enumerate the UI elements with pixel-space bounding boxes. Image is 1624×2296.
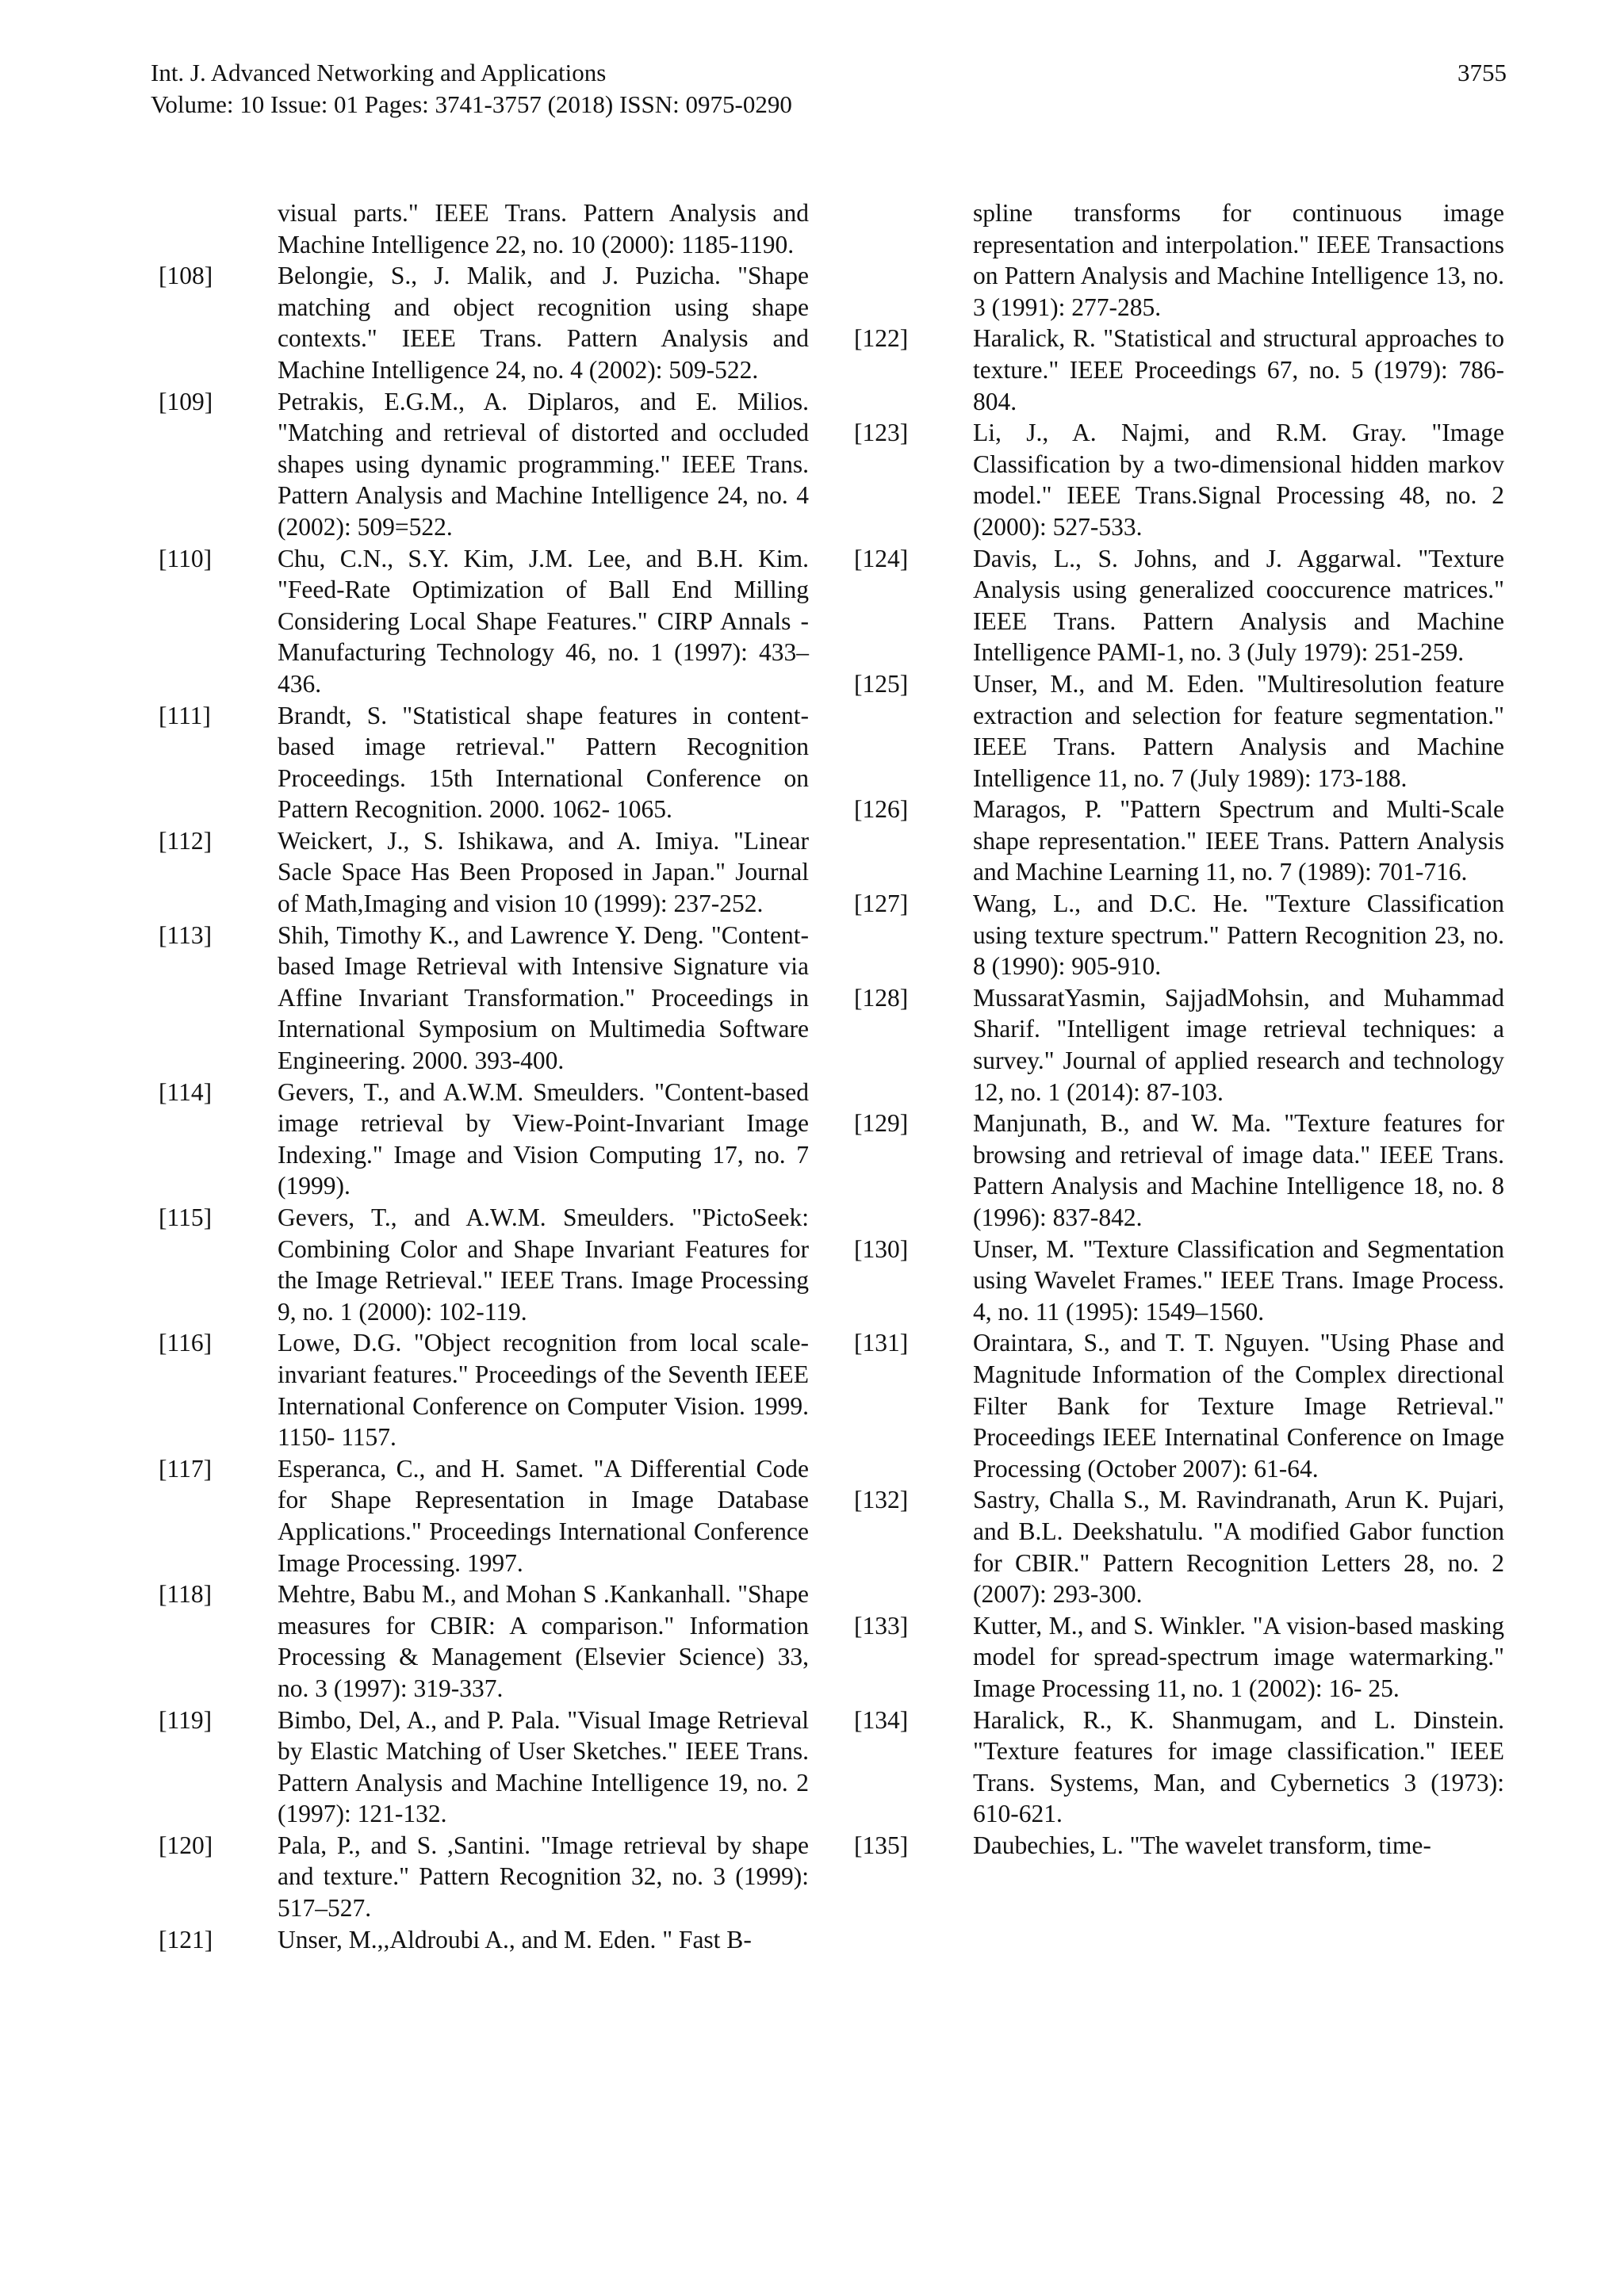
reference-entry [854,888,1504,982]
reference-text: Esperanca, C., and H. Samet. "A Differential Code for Shape Representation in Image Database Applications." Proceedings International Conference Image Processing. 1997. [278,1454,809,1577]
reference-text: Chu, C.N., S.Y. Kim, J.M. Lee, and B.H. Kim. "Feed-Rate Optimization of Ball End Milling Considering Local Shape Features." CIRP Annals - Manufacturing Technology 46, no. 1 (1997): 433–436. [278,544,809,698]
reference-entry [854,543,1504,668]
reference-entry [159,920,809,1077]
reference-entry [159,1578,809,1704]
reference-number [854,197,973,323]
reference-number: [117] [159,1454,213,1483]
reference-entry [854,668,1504,794]
reference-number: [110] [159,544,213,572]
reference-entry [159,386,809,543]
reference-entry [159,543,809,700]
reference-text: Wang, L., and D.C. He. "Texture Classification using texture spectrum." Pattern Recognition 23, no. 8 (1990): 905-910. [973,890,1504,981]
reference-number: [132] [854,1486,909,1514]
reference-number [159,197,278,260]
reference-text: Maragos, P. "Pattern Spectrum and Multi-Scale shape representation." IEEE Trans. Pattern Analysis and Machine Learning 11, no. 7 (1989): 701-716. [973,795,1504,886]
reference-number: [116] [159,1329,213,1357]
reference-entry [854,1108,1504,1233]
reference-text: Oraintara, S., and T. T. Nguyen. "Using Phase and Magnitude Information of the Complex directional Filter Bank for Texture Image Retrieval." Proceedings IEEE Internatinal Conference on Image Processing (October 2007): 61-64. [973,1329,1504,1483]
reference-text: Haralick, R. "Statistical and structural approaches to texture." IEEE Proceedings 67, no. 5 (1979): 786-804. [973,324,1504,415]
reference-text: Weickert, J., S. Ishikawa, and A. Imiya. "Linear Sacle Space Has Been Proposed in Japan." Journal of Math,Imaging and vision 10 (1999): 237-252. [278,826,809,918]
reference-entry [159,1077,809,1202]
reference-number: [123] [854,419,909,447]
reference-entry [854,794,1504,888]
reference-number: [126] [854,795,909,824]
reference-number: [122] [854,324,909,353]
reference-entry [854,323,1504,417]
reference-number: [134] [854,1705,909,1734]
reference-text: Pala, P., and S. ,Santini. "Image retrieval by shape and texture." Pattern Recognition 32, no. 3 (1999): 517–527. [278,1831,809,1923]
reference-number: [112] [159,826,213,855]
reference-entry [854,1234,1504,1328]
reference-text: Mehtre, Babu M., and Mohan S .Kankanhall. "Shape measures for CBIR: A comparison." Information Processing & Management (Elsevier Science) 33, no. 3 (1997): 319-337. [278,1580,809,1702]
reference-number: [125] [854,669,909,698]
reference-text: Unser, M., and M. Eden. "Multiresolution feature extraction and selection for feature segmentation." IEEE Trans. Pattern Analysis and Machine Intelligence 11, no. 7 (July 1989): 173-188. [973,669,1504,792]
reference-text: Unser, M. "Texture Classification and Segmentation using Wavelet Frames." IEEE Trans. Image Process. 4, no. 11 (1995): 1549–1560. [973,1234,1504,1326]
reference-entry [159,260,809,385]
reference-number: [120] [159,1831,213,1859]
reference-text: Daubechies, L. "The wavelet transform, time- [973,1831,1431,1859]
reference-text: Lowe, D.G. "Object recognition from local scale-invariant features." Proceedings of the Seventh IEEE International Conference on Computer Vision. 1999. 1150- 1157. [278,1329,809,1452]
reference-number: [124] [854,544,909,572]
reference-entry [159,1202,809,1327]
reference-number: [114] [159,1077,213,1106]
reference-text: Petrakis, E.G.M., A. Diplaros, and E. Milios. "Matching and retrieval of distorted and occluded shapes using dynamic programming." IEEE Trans. Pattern Analysis and Machine Intelligence 24, no. 4 (2002): 509=522. [278,387,809,541]
reference-entry [159,1327,809,1452]
reference-entry [854,1610,1504,1705]
reference-text: Kutter, M., and S. Winkler. "A vision-based masking model for spread-spectrum image watermarking." Image Processing 11, no. 1 (2002): 16- 25. [973,1611,1504,1702]
reference-number: [129] [854,1109,909,1138]
reference-text: Shih, Timothy K., and Lawrence Y. Deng. "Content-based Image Retrieval with Intensive Signature via Affine Invariant Transformation." Proceedings in International Symposium on Multimedia Software Engineering. 2000. 393-400. [278,920,809,1075]
reference-entry [854,1830,1504,1862]
reference-number: [115] [159,1203,213,1231]
reference-text: Gevers, T., and A.W.M. Smeulders. "Content-based image retrieval by View-Point-Invariant Image Indexing." Image and Vision Computing 17, no. 7 (1999). [278,1077,809,1200]
reference-number: [128] [854,983,909,1012]
reference-entry [854,1484,1504,1609]
reference-entry [854,417,1504,542]
reference-text: Gevers, T., and A.W.M. Smeulders. "PictoSeek: Combining Color and Shape Invariant Features for the Image Retrieval." IEEE Trans. Image Processing 9, no. 1 (2000): 102-119. [278,1203,809,1326]
reference-text: Haralick, R., K. Shanmugam, and L. Dinstein. "Texture features for image classification." IEEE Trans. Systems, Man, and Cybernetics 3 (1973): 610-621. [973,1705,1504,1828]
reference-text: Brandt, S. "Statistical shape features in content-based image retrieval." Pattern Recognition Proceedings. 15th International Conference on Pattern Recognition. 2000. 1062- 1065. [278,701,809,824]
reference-text: MussaratYasmin, SajjadMohsin, and Muhammad Sharif. "Intelligent image retrieval techniques: a survey." Journal of applied research and technology 12, no. 1 (2014): 87-103. [973,983,1504,1106]
reference-text: Bimbo, Del, A., and P. Pala. "Visual Image Retrieval by Elastic Matching of User Sketches." IEEE Trans. Pattern Analysis and Machine Intelligence 19, no. 2 (1997): 121-132. [278,1705,809,1828]
reference-entry [854,1705,1504,1830]
reference-text: Unser, M.,,Aldroubi A., and M. Eden. " Fast B- [278,1925,752,1954]
reference-entry [854,982,1504,1108]
reference-text: Davis, L., S. Johns, and J. Aggarwal. "Texture Analysis using generalized cooccurence matrices." IEEE Trans. Pattern Analysis and Machine Intelligence PAMI-1, no. 3 (July 1979): 251-259. [973,544,1504,667]
reference-number: [118] [159,1580,213,1609]
reference-entry [159,1453,809,1578]
reference-entry [854,1327,1504,1484]
reference-text: spline transforms for continuous image representation and interpolation." IEEE Transactions on Pattern Analysis and Machine Intelligence 13, no. 3 (1991): 277-285. [973,199,1504,321]
reference-number: [109] [159,387,213,415]
reference-text: Manjunath, B., and W. Ma. "Texture features for browsing and retrieval of image data." IEEE Trans. Pattern Analysis and Machine Intelligence 18, no. 8 (1996): 837-842. [973,1109,1504,1231]
reference-number: [113] [159,920,213,949]
journal-volume-info: Volume: 10 Issue: 01 Pages: 3741-3757 (2018) ISSN: 0975-0290 [151,90,792,118]
reference-number: [130] [854,1234,909,1263]
reference-number: [119] [159,1705,213,1734]
reference-text: visual parts." IEEE Trans. Pattern Analysis and Machine Intelligence 22, no. 10 (2000): 1185-1190. [278,199,809,258]
reference-number: [135] [854,1831,909,1859]
reference-entry [159,197,809,260]
reference-entry [159,1705,809,1830]
reference-number: [133] [854,1611,909,1640]
references-left-column [159,197,809,1955]
reference-entry [159,700,809,825]
reference-text: Li, J., A. Najmi, and R.M. Gray. "Image Classification by a two-dimensional hidden markov model." IEEE Trans.Signal Processing 48, no. 2 (2000): 527-533. [973,419,1504,541]
reference-number: [121] [159,1925,213,1954]
page-number: 3755 [1457,59,1507,86]
reference-number: [127] [854,890,909,918]
reference-number: [108] [159,262,213,290]
reference-text: Sastry, Challa S., M. Ravindranath, Arun K. Pujari, and B.L. Deekshatulu. "A modified Gabor function for CBIR." Pattern Recognition Letters 28, no. 2 (2007): 293-300. [973,1486,1504,1609]
journal-title: Int. J. Advanced Networking and Applications [151,59,607,86]
reference-entry [159,1924,809,1956]
reference-entry [159,1830,809,1924]
reference-number: [111] [159,701,211,729]
reference-entry [854,197,1504,323]
reference-text: Belongie, S., J. Malik, and J. Puzicha. "Shape matching and object recognition using shape contexts." IEEE Trans. Pattern Analysis and Machine Intelligence 24, no. 4 (2002): 509-522. [278,262,809,384]
reference-entry [159,825,809,920]
references-right-column [854,197,1504,1861]
reference-number: [131] [854,1329,909,1357]
